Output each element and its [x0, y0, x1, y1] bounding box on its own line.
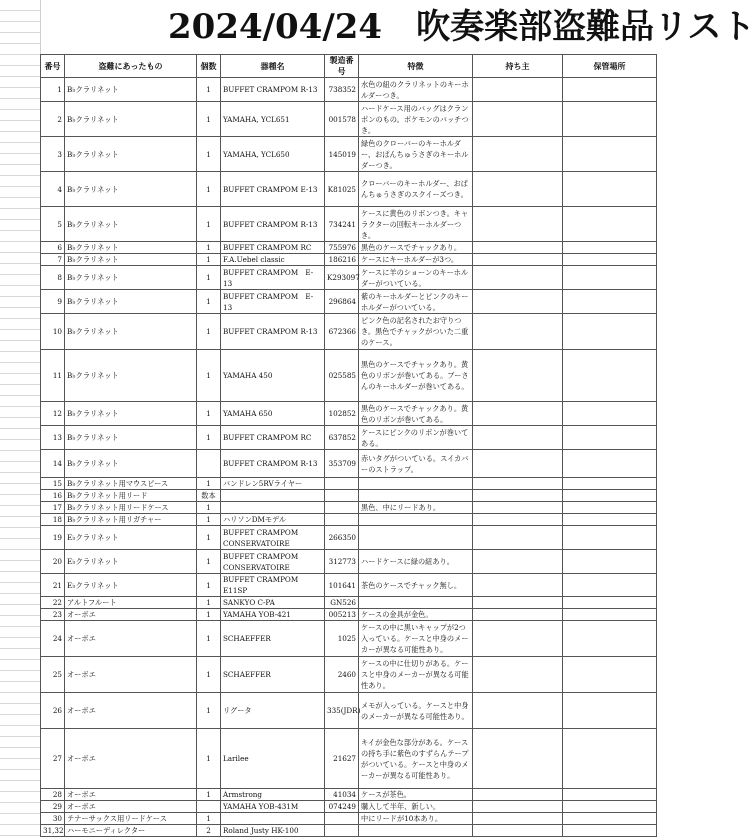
cell-storage: [563, 609, 657, 621]
table-row: [41, 813, 657, 825]
cell-quantity: 1: [197, 574, 221, 597]
cell-model: BUFFET CRAMPOM E-13: [221, 266, 325, 290]
cell-quantity: 1: [197, 426, 221, 450]
cell-number: 13: [41, 426, 65, 450]
cell-quantity: 1: [197, 657, 221, 693]
cell-storage: [563, 102, 657, 137]
cell-storage: [563, 254, 657, 266]
cell-item: B♭クラリネット: [65, 402, 197, 426]
cell-owner: [473, 825, 563, 837]
cell-model: Roland Justy HK-100: [221, 825, 325, 837]
cell-storage: [563, 597, 657, 609]
cell-feature: ケースの金具が金色。: [359, 609, 473, 621]
cell-model: YAMAHA, YCL650: [221, 137, 325, 172]
cell-item: アルトフルート: [65, 597, 197, 609]
table-row: [41, 450, 657, 478]
cell-quantity: 1: [197, 402, 221, 426]
cell-serial: 21627: [325, 729, 359, 789]
cell-serial: [325, 490, 359, 502]
cell-model: リグータ: [221, 693, 325, 729]
cell-serial: 025585: [325, 350, 359, 402]
cell-storage: [563, 526, 657, 550]
cell-serial: 296864: [325, 290, 359, 314]
cell-storage: [563, 242, 657, 254]
cell-serial: GN526: [325, 597, 359, 609]
cell-storage: [563, 729, 657, 789]
cell-number: 14: [41, 450, 65, 478]
cell-quantity: 数本: [197, 490, 221, 502]
cell-number: 2: [41, 102, 65, 137]
cell-storage: [563, 789, 657, 801]
cell-model: YAMAHA, YCL651: [221, 102, 325, 137]
table-row: [41, 78, 657, 102]
cell-number: 27: [41, 729, 65, 789]
table-row: [41, 825, 657, 837]
cell-item: B♭クラリネット: [65, 314, 197, 350]
cell-number: 30: [41, 813, 65, 825]
cell-model: YAMAHA YOB-431M: [221, 801, 325, 813]
cell-feature: ケースに黄色のリボンつき。キャラクターの回転キーホルダーつき。: [359, 207, 473, 242]
page-title: 2024/04/24 吹奏楽部盗難品リスト: [168, 7, 755, 47]
cell-feature: 緑色のクローバーのキーホルダー、おぱんちゅうさぎのキーホルダーつき。: [359, 137, 473, 172]
cell-item: B♭クラリネット: [65, 78, 197, 102]
cell-feature: 購入して半年、新しい。: [359, 801, 473, 813]
cell-owner: [473, 426, 563, 450]
cell-feature: メモが入っている。ケースと中身のメーカーが異なる可能性あり。: [359, 693, 473, 729]
cell-owner: [473, 102, 563, 137]
cell-quantity: 1: [197, 102, 221, 137]
cell-number: 16: [41, 490, 65, 502]
cell-quantity: 1: [197, 254, 221, 266]
cell-item: テナーサックス用リードケース: [65, 813, 197, 825]
cell-item: B♭クラリネット用リードケース: [65, 502, 197, 514]
cell-storage: [563, 78, 657, 102]
cell-feature: キイが金色な部分がある。ケースの持ち手に紫色のすずらんテープがついている。ケースと中身のメーカーが異なる可能性あり。: [359, 729, 473, 789]
cell-storage: [563, 137, 657, 172]
cell-feature: [359, 597, 473, 609]
cell-item: オーボエ: [65, 621, 197, 657]
stolen-items-table: [40, 54, 657, 837]
cell-number: 29: [41, 801, 65, 813]
cell-item: B♭クラリネット: [65, 350, 197, 402]
cell-storage: [563, 266, 657, 290]
table-row: [41, 609, 657, 621]
table-row: [41, 693, 657, 729]
cell-quantity: 1: [197, 693, 221, 729]
cell-feature: ケースの中に仕切りがある。ケースと中身のメーカーが異なる可能性あり。: [359, 657, 473, 693]
header-feature: 特徴: [359, 55, 473, 78]
cell-serial: 145019: [325, 137, 359, 172]
table-row: [41, 502, 657, 514]
cell-owner: [473, 526, 563, 550]
table-row: [41, 514, 657, 526]
cell-quantity: 1: [197, 242, 221, 254]
cell-quantity: 1: [197, 172, 221, 207]
cell-number: 5: [41, 207, 65, 242]
table-row: [41, 801, 657, 813]
cell-serial: [325, 825, 359, 837]
cell-item: オーボエ: [65, 729, 197, 789]
table-row: [41, 550, 657, 574]
table-row: [41, 574, 657, 597]
cell-item: B♭クラリネット: [65, 172, 197, 207]
cell-number: 25: [41, 657, 65, 693]
cell-model: [221, 813, 325, 825]
cell-quantity: 1: [197, 314, 221, 350]
table-row: [41, 172, 657, 207]
cell-quantity: 1: [197, 290, 221, 314]
cell-number: 1: [41, 78, 65, 102]
cell-model: SANKYO C-PA: [221, 597, 325, 609]
cell-number: 11: [41, 350, 65, 402]
cell-number: 26: [41, 693, 65, 729]
header-row: [41, 55, 657, 78]
cell-storage: [563, 657, 657, 693]
cell-serial: [325, 478, 359, 490]
cell-feature: ハードケース用のバッグはクランポンのもの。ポケモンのバッチつき。: [359, 102, 473, 137]
cell-storage: [563, 490, 657, 502]
cell-item: B♭クラリネット: [65, 102, 197, 137]
table-row: [41, 314, 657, 350]
cell-serial: 1025: [325, 621, 359, 657]
cell-item: B♭クラリネット: [65, 137, 197, 172]
cell-number: 15: [41, 478, 65, 490]
cell-feature: 黒色のケースでチャックあり。: [359, 242, 473, 254]
cell-serial: 074249: [325, 801, 359, 813]
cell-owner: [473, 207, 563, 242]
cell-feature: ケースにピンクのリボンが巻いてある。: [359, 426, 473, 450]
cell-item: B♭クラリネット: [65, 450, 197, 478]
cell-serial: 755976: [325, 242, 359, 254]
cell-feature: ケースが茶色。: [359, 789, 473, 801]
cell-storage: [563, 621, 657, 657]
cell-number: 3: [41, 137, 65, 172]
cell-owner: [473, 137, 563, 172]
cell-quantity: 1: [197, 526, 221, 550]
cell-quantity: 1: [197, 207, 221, 242]
cell-serial: 734241: [325, 207, 359, 242]
cell-number: 4: [41, 172, 65, 207]
cell-feature: [359, 825, 473, 837]
cell-quantity: 1: [197, 266, 221, 290]
cell-item: B♭クラリネット用マウスピース: [65, 478, 197, 490]
cell-number: 8: [41, 266, 65, 290]
cell-model: [221, 490, 325, 502]
cell-storage: [563, 825, 657, 837]
cell-number: 9: [41, 290, 65, 314]
cell-quantity: [197, 801, 221, 813]
cell-model: BUFFET CRAMPOM R-13: [221, 314, 325, 350]
cell-feature: 黒色のケースでチャックあり。黄色のリボンが巻いてある。ブーさんのキーホルダーが巻いてある。: [359, 350, 473, 402]
table-row: [41, 478, 657, 490]
cell-model: Larilee: [221, 729, 325, 789]
cell-feature: ケースに羊のショーンのキーホルダーがついている。: [359, 266, 473, 290]
cell-owner: [473, 609, 563, 621]
cell-item: B♭クラリネット: [65, 254, 197, 266]
cell-model: YAMAHA YOB-421: [221, 609, 325, 621]
cell-storage: [563, 172, 657, 207]
table-row: [41, 490, 657, 502]
cell-owner: [473, 789, 563, 801]
cell-owner: [473, 242, 563, 254]
cell-model: BUFFET CRAMPOM E-13: [221, 172, 325, 207]
cell-serial: 101641: [325, 574, 359, 597]
table-row: [41, 290, 657, 314]
cell-model: SCHAEFFER: [221, 657, 325, 693]
table-row: [41, 657, 657, 693]
header-owner: 持ち主: [473, 55, 563, 78]
cell-quantity: 2: [197, 825, 221, 837]
cell-owner: [473, 172, 563, 207]
cell-owner: [473, 266, 563, 290]
cell-quantity: 1: [197, 597, 221, 609]
cell-storage: [563, 426, 657, 450]
cell-owner: [473, 450, 563, 478]
cell-number: 23: [41, 609, 65, 621]
table-row: [41, 621, 657, 657]
cell-model: BUFFET CRAMPOM CONSERVATOIRE: [221, 550, 325, 574]
header-item: 盗難にあったもの: [65, 55, 197, 78]
table-row: [41, 207, 657, 242]
cell-owner: [473, 597, 563, 609]
cell-serial: [325, 514, 359, 526]
cell-owner: [473, 621, 563, 657]
cell-quantity: 1: [197, 78, 221, 102]
cell-storage: [563, 478, 657, 490]
cell-model: BUFFET CRAMPOM E-13: [221, 290, 325, 314]
cell-item: E♭クラリネット: [65, 574, 197, 597]
cell-number: 18: [41, 514, 65, 526]
cell-serial: 738352: [325, 78, 359, 102]
cell-item: オーボエ: [65, 801, 197, 813]
table-row: [41, 242, 657, 254]
cell-number: 19: [41, 526, 65, 550]
cell-serial: K81025: [325, 172, 359, 207]
cell-serial: 41034: [325, 789, 359, 801]
cell-owner: [473, 693, 563, 729]
cell-owner: [473, 314, 563, 350]
cell-model: ハリソンDMモデル: [221, 514, 325, 526]
cell-serial: [325, 813, 359, 825]
cell-number: 20: [41, 550, 65, 574]
table-row: [41, 137, 657, 172]
cell-quantity: 1: [197, 514, 221, 526]
cell-owner: [473, 402, 563, 426]
cell-serial: 312773: [325, 550, 359, 574]
cell-storage: [563, 693, 657, 729]
cell-storage: [563, 813, 657, 825]
header-model: 器種名: [221, 55, 325, 78]
table-row: [41, 254, 657, 266]
cell-item: B♭クラリネット: [65, 266, 197, 290]
cell-serial: 102852: [325, 402, 359, 426]
cell-feature: 紫のキーホルダーとピンクのキーホルダーがついている。: [359, 290, 473, 314]
cell-quantity: [197, 450, 221, 478]
spreadsheet-row-gutter: [0, 0, 41, 837]
cell-serial: 335(JDR): [325, 693, 359, 729]
cell-feature: 黒色、中にリードあり。: [359, 502, 473, 514]
cell-feature: [359, 514, 473, 526]
cell-serial: 353709: [325, 450, 359, 478]
cell-owner: [473, 801, 563, 813]
cell-quantity: 1: [197, 813, 221, 825]
cell-feature: ケースの中に黒いキャップが2つ入っている。ケースと中身のメーカーが異なる可能性あり。: [359, 621, 473, 657]
cell-owner: [473, 502, 563, 514]
cell-owner: [473, 350, 563, 402]
cell-model: BUFFET CRAMPOM RC: [221, 426, 325, 450]
cell-feature: 中にリードが10本あり。: [359, 813, 473, 825]
cell-feature: ハードケースに緑の紐あり。: [359, 550, 473, 574]
cell-serial: 637852: [325, 426, 359, 450]
cell-serial: 266350: [325, 526, 359, 550]
cell-owner: [473, 254, 563, 266]
cell-number: 12: [41, 402, 65, 426]
cell-storage: [563, 290, 657, 314]
cell-quantity: 1: [197, 478, 221, 490]
table-row: [41, 526, 657, 550]
cell-number: 24: [41, 621, 65, 657]
cell-item: E♭クラリネット: [65, 550, 197, 574]
cell-storage: [563, 801, 657, 813]
cell-model: BUFFET CRAMPOM R-13: [221, 78, 325, 102]
cell-item: B♭クラリネット: [65, 242, 197, 254]
cell-serial: 186216: [325, 254, 359, 266]
header-no: 番号: [41, 55, 65, 78]
cell-item: B♭クラリネット用リード: [65, 490, 197, 502]
header-storage: 保管場所: [563, 55, 657, 78]
cell-feature: [359, 526, 473, 550]
cell-model: [221, 502, 325, 514]
cell-owner: [473, 78, 563, 102]
cell-quantity: 1: [197, 609, 221, 621]
cell-feature: 水色の紐のクラリネットのキーホルダーつき。: [359, 78, 473, 102]
cell-model: BUFFET CRAMPOM E11SP: [221, 574, 325, 597]
cell-item: オーボエ: [65, 657, 197, 693]
table-row: [41, 597, 657, 609]
cell-number: 10: [41, 314, 65, 350]
cell-storage: [563, 350, 657, 402]
cell-serial: 672366: [325, 314, 359, 350]
cell-number: 21: [41, 574, 65, 597]
cell-model: バンドレン5RVライヤー: [221, 478, 325, 490]
cell-serial: [325, 502, 359, 514]
cell-owner: [473, 813, 563, 825]
cell-owner: [473, 490, 563, 502]
cell-item: ハーモニーディレクター: [65, 825, 197, 837]
header-qty: 個数: [197, 55, 221, 78]
cell-model: BUFFET CRAMPOM R-13: [221, 207, 325, 242]
cell-number: 31,32: [41, 825, 65, 837]
cell-item: E♭クラリネット: [65, 526, 197, 550]
cell-model: SCHAEFFER: [221, 621, 325, 657]
table-row: [41, 789, 657, 801]
table-row: [41, 102, 657, 137]
cell-storage: [563, 574, 657, 597]
cell-quantity: 1: [197, 502, 221, 514]
cell-item: オーボエ: [65, 609, 197, 621]
cell-feature: ケースにキーホルダーが3つ。: [359, 254, 473, 266]
cell-quantity: 1: [197, 621, 221, 657]
cell-item: オーボエ: [65, 789, 197, 801]
cell-storage: [563, 550, 657, 574]
cell-quantity: 1: [197, 137, 221, 172]
cell-storage: [563, 402, 657, 426]
table-row: [41, 350, 657, 402]
table-row: [41, 426, 657, 450]
cell-owner: [473, 574, 563, 597]
cell-owner: [473, 657, 563, 693]
cell-number: 6: [41, 242, 65, 254]
cell-quantity: 1: [197, 729, 221, 789]
cell-owner: [473, 514, 563, 526]
cell-serial: K293097: [325, 266, 359, 290]
cell-number: 22: [41, 597, 65, 609]
cell-number: 7: [41, 254, 65, 266]
cell-item: B♭クラリネット: [65, 426, 197, 450]
cell-feature: ピンク色の記名されたお守りつき。黒色でチャックがついた二重のケース。: [359, 314, 473, 350]
table-row: [41, 729, 657, 789]
cell-storage: [563, 450, 657, 478]
cell-item: オーボエ: [65, 693, 197, 729]
cell-item: B♭クラリネット: [65, 290, 197, 314]
cell-feature: 赤いタグがついている。スイカバーのストラップ。: [359, 450, 473, 478]
cell-feature: クローバーのキーホルダー、おぱんちゅうさぎのスクイーズつき。: [359, 172, 473, 207]
cell-storage: [563, 514, 657, 526]
cell-owner: [473, 729, 563, 789]
cell-model: F.A.Uebel classic: [221, 254, 325, 266]
cell-feature: [359, 490, 473, 502]
cell-storage: [563, 502, 657, 514]
cell-model: YAMAHA 450: [221, 350, 325, 402]
cell-item: B♭クラリネット用リガチャー: [65, 514, 197, 526]
cell-model: BUFFET CRAMPOM R-13: [221, 450, 325, 478]
cell-feature: [359, 478, 473, 490]
cell-model: YAMAHA 650: [221, 402, 325, 426]
cell-model: BUFFET CRAMPOM RC: [221, 242, 325, 254]
table-row: [41, 266, 657, 290]
cell-owner: [473, 550, 563, 574]
cell-feature: 黒色のケースでチャックあり。黄色のリボンが巻いてある。: [359, 402, 473, 426]
cell-owner: [473, 290, 563, 314]
cell-storage: [563, 207, 657, 242]
cell-serial: 005213: [325, 609, 359, 621]
cell-model: Armstrong: [221, 789, 325, 801]
cell-number: 17: [41, 502, 65, 514]
cell-item: B♭クラリネット: [65, 207, 197, 242]
cell-quantity: 1: [197, 789, 221, 801]
cell-number: 28: [41, 789, 65, 801]
cell-storage: [563, 314, 657, 350]
cell-quantity: 1: [197, 350, 221, 402]
cell-quantity: 1: [197, 550, 221, 574]
cell-serial: 001578: [325, 102, 359, 137]
header-serial: 製造番号: [325, 55, 359, 78]
table-row: [41, 402, 657, 426]
cell-model: BUFFET CRAMPOM CONSERVATOIRE: [221, 526, 325, 550]
cell-owner: [473, 478, 563, 490]
cell-feature: 茶色のケースでチャック無し。: [359, 574, 473, 597]
cell-serial: 2460: [325, 657, 359, 693]
